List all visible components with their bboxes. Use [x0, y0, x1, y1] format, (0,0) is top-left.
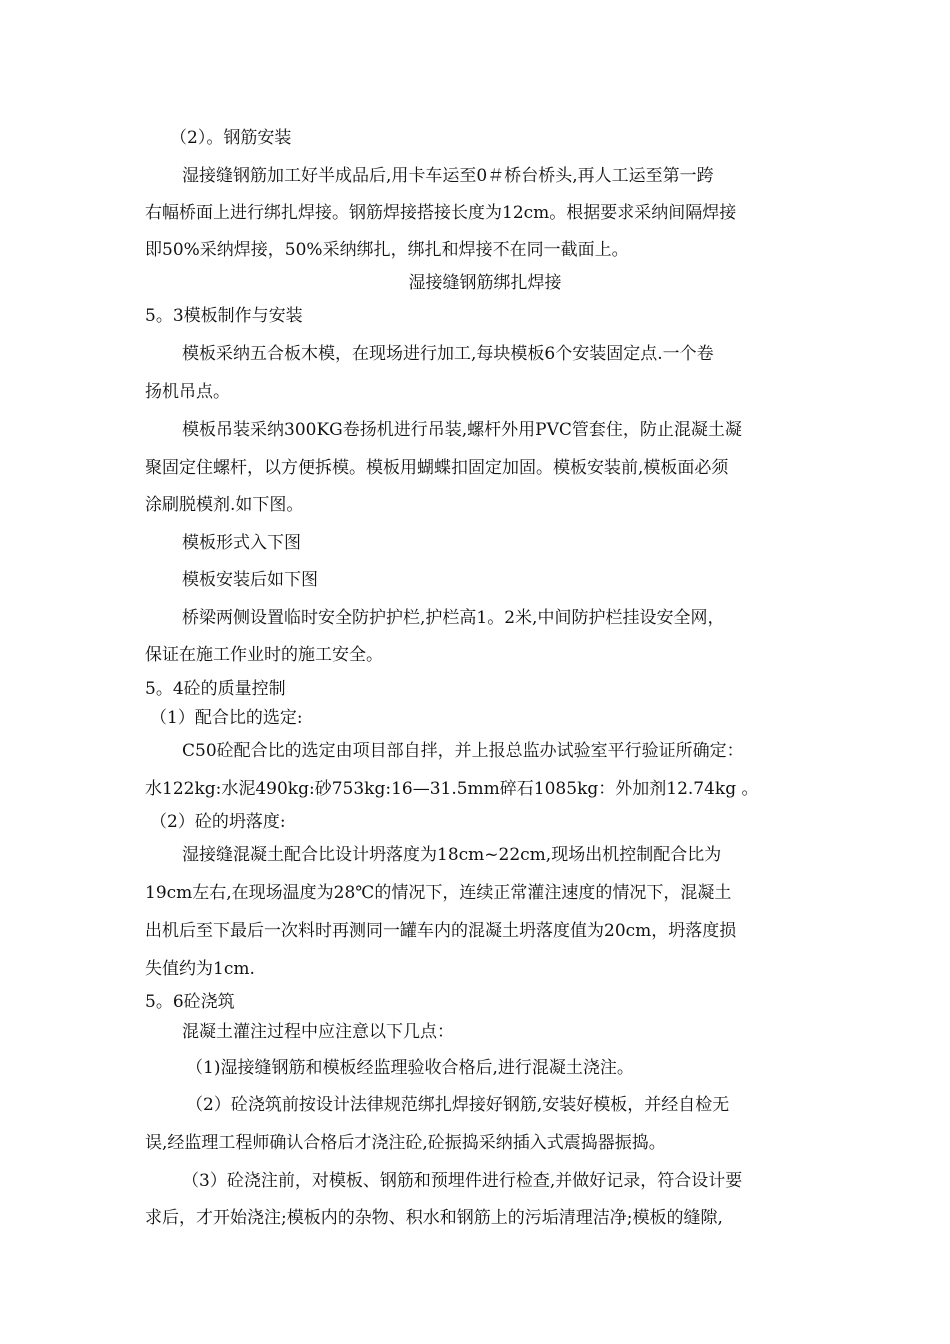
paragraph-line: 失值约为1cm. — [145, 959, 255, 979]
paragraph-line: 模板安装后如下图 — [182, 570, 318, 590]
paragraph-line: 模板形式入下图 — [182, 533, 301, 553]
figure-caption: 湿接缝钢筋绑扎焊接 — [408, 273, 562, 293]
section-heading-pouring: 5。6砼浇筑 — [145, 992, 235, 1012]
paragraph-line: 扬机吊点。 — [145, 382, 230, 402]
list-item: （1)湿接缝钢筋和模板经监理验收合格后,进行混凝土浇注。 — [186, 1058, 634, 1078]
section-heading-formwork: 5。3模板制作与安装 — [145, 306, 303, 326]
paragraph-line: C50砼配合比的选定由项目部自拌，并上报总监办试验室平行验证所确定： — [182, 741, 744, 761]
list-item: （3）砼浇注前，对模板、钢筋和预埋件进行检查,并做好记录，符合设计要 — [182, 1171, 743, 1191]
subheading-mix-ratio: （1）配合比的选定: — [150, 708, 303, 728]
paragraph-line: 出机后至下最后一次料时再测同一罐车内的混凝土坍落度值为20cm，坍落度损 — [145, 921, 737, 941]
paragraph-line: 混凝土灌注过程中应注意以下几点： — [182, 1022, 454, 1042]
paragraph-line: 湿接缝混凝土配合比设计坍落度为18cm~22cm,现场出机控制配合比为 — [182, 845, 722, 865]
paragraph-line: 涂刷脱模剂.如下图。 — [145, 495, 304, 515]
paragraph-line: 桥梁两侧设置临时安全防护护栏,护栏高1。2米,中间防护栏挂设安全网， — [182, 608, 725, 628]
paragraph-line: 湿接缝钢筋加工好半成品后,用卡车运至0＃桥台桥头,再人工运至第一跨 — [182, 166, 714, 186]
paragraph-line: 右幅桥面上进行绑扎焊接。钢筋焊接搭接长度为12cm。根据要求采纳间隔焊接 — [145, 203, 737, 223]
paragraph-line: 模板采纳五合板木模，在现场进行加工,每块模板6个安装固定点.一个卷 — [182, 344, 714, 364]
section-heading-rebar-install: （2）。钢筋安装 — [170, 128, 292, 148]
paragraph-line: 水122kg:水泥490kg:砂753kg:16—31.5mm碎石1085kg：外加剂12.74kg 。 — [145, 779, 759, 799]
list-item: （2）砼浇筑前按设计法律规范绑扎焊接好钢筋,安装好模板，并经自检无 — [186, 1095, 730, 1115]
paragraph-line: 模板吊装采纳300KG卷扬机进行吊装,螺杆外用PVC管套住，防止混凝土凝 — [182, 420, 742, 440]
paragraph-line: 求后，才开始浇注;模板内的杂物、积水和钢筋上的污垢清理洁净;模板的缝隙, — [145, 1208, 723, 1228]
subheading-slump: （2）砼的坍落度: — [150, 812, 286, 832]
paragraph-line: 保证在施工作业时的施工安全。 — [145, 645, 383, 665]
section-heading-quality-control: 5。4砼的质量控制 — [145, 679, 286, 699]
paragraph-line: 聚固定住螺杆，以方便拆模。模板用蝴蝶扣固定加固。模板安装前,模板面必须 — [145, 458, 729, 478]
paragraph-line: 误,经监理工程师确认合格后才浇注砼,砼振捣采纳插入式震捣器振捣。 — [145, 1133, 666, 1153]
paragraph-line: 19cm左右,在现场温度为28℃的情况下，连续正常灌注速度的情况下，混凝土 — [145, 883, 732, 903]
paragraph-line: 即50%采纳焊接，50%采纳绑扎，绑扎和焊接不在同一截面上。 — [145, 240, 629, 260]
